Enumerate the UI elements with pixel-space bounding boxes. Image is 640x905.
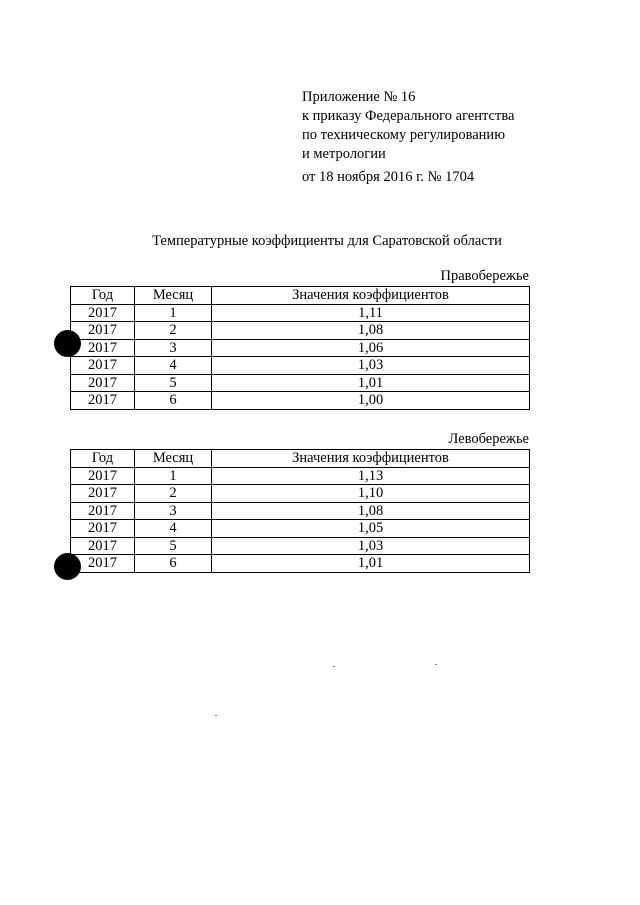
table-row	[71, 322, 530, 340]
cell-value: 1,03	[212, 537, 530, 555]
cell-year: 2017	[71, 357, 135, 375]
coefficients-table	[70, 286, 530, 410]
cell-value: 1,01	[212, 374, 530, 392]
cell-month: 5	[135, 537, 212, 555]
document-title: Температурные коэффициенты для Саратовской области	[152, 233, 502, 249]
table-row	[71, 555, 530, 573]
table-row	[71, 304, 530, 322]
cell-value: 1,11	[212, 304, 530, 322]
cell-value: 1,13	[212, 467, 530, 485]
cell-month: 5	[135, 374, 212, 392]
region-label: Правобережье	[440, 268, 529, 284]
appendix-header	[302, 88, 514, 187]
cell-year: 2017	[71, 520, 135, 538]
region-label: Левобережье	[448, 431, 529, 447]
cell-year: 2017	[71, 392, 135, 410]
cell-year: 2017	[71, 502, 135, 520]
cell-month: 1	[135, 304, 212, 322]
cell-month: 6	[135, 555, 212, 573]
table-row	[71, 467, 530, 485]
column-header-month: Месяц	[135, 287, 212, 305]
scan-speck	[333, 666, 335, 667]
cell-year: 2017	[71, 485, 135, 503]
cell-month: 6	[135, 392, 212, 410]
cell-year: 2017	[71, 322, 135, 340]
cell-month: 1	[135, 467, 212, 485]
cell-value: 1,08	[212, 502, 530, 520]
cell-value: 1,05	[212, 520, 530, 538]
cell-month: 2	[135, 322, 212, 340]
cell-value: 1,01	[212, 555, 530, 573]
appendix-line: Приложение № 16	[302, 89, 416, 105]
punch-hole	[54, 330, 81, 357]
table-row	[71, 339, 530, 357]
cell-year: 2017	[71, 555, 135, 573]
cell-value: 1,00	[212, 392, 530, 410]
cell-month: 3	[135, 502, 212, 520]
column-header-month: Месяц	[135, 450, 212, 468]
cell-month: 3	[135, 339, 212, 357]
table-header-row	[71, 287, 530, 305]
cell-month: 4	[135, 520, 212, 538]
column-header-year: Год	[71, 450, 135, 468]
appendix-line: и метрологии	[302, 146, 386, 162]
coefficients-table	[70, 449, 530, 573]
cell-month: 4	[135, 357, 212, 375]
table-row	[71, 502, 530, 520]
appendix-line: по техническому регулированию	[302, 127, 506, 143]
cell-value: 1,08	[212, 322, 530, 340]
cell-value: 1,03	[212, 357, 530, 375]
cell-value: 1,10	[212, 485, 530, 503]
cell-year: 2017	[71, 467, 135, 485]
table-header-row	[71, 450, 530, 468]
cell-year: 2017	[71, 374, 135, 392]
scan-speck	[215, 715, 217, 716]
cell-month: 2	[135, 485, 212, 503]
table-row	[71, 374, 530, 392]
table-row	[71, 392, 530, 410]
cell-year: 2017	[71, 304, 135, 322]
table-row	[71, 357, 530, 375]
column-header-year: Год	[71, 287, 135, 305]
table-row	[71, 520, 530, 538]
table-row	[71, 485, 530, 503]
scan-speck	[435, 664, 437, 665]
column-header-value: Значения коэффициентов	[212, 287, 530, 305]
punch-hole	[54, 553, 81, 580]
table-row	[71, 537, 530, 555]
cell-year: 2017	[71, 537, 135, 555]
appendix-line: от 18 ноября 2016 г. № 1704	[302, 169, 475, 185]
cell-year: 2017	[71, 339, 135, 357]
appendix-line: к приказу Федерального агентства	[302, 108, 515, 124]
column-header-value: Значения коэффициентов	[212, 450, 530, 468]
cell-value: 1,06	[212, 339, 530, 357]
